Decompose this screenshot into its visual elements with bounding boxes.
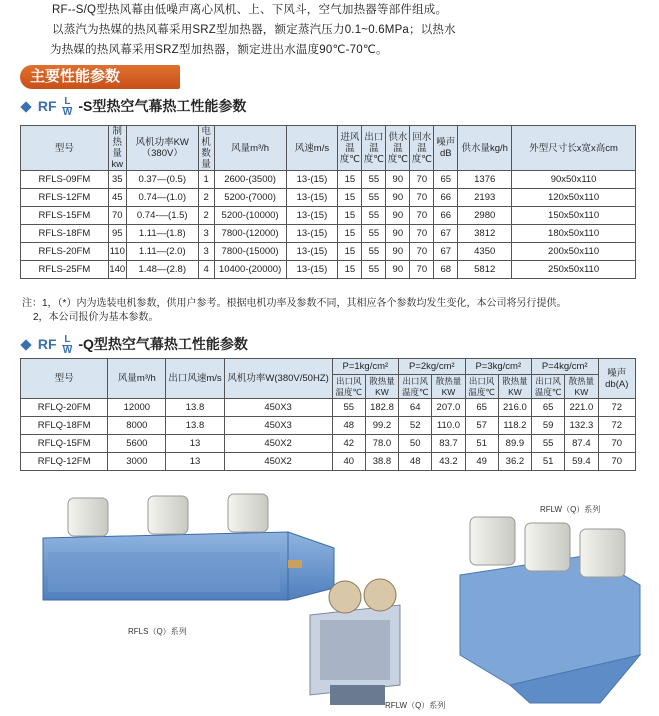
- table-cell: 72: [598, 399, 636, 417]
- title-fraction: [62, 335, 72, 356]
- table-cell: 48: [332, 417, 365, 435]
- table2-subheader-cell: 散热量KW: [498, 375, 531, 399]
- table-cell: 70: [410, 225, 434, 243]
- table2-subheader-cell: 出口风温度℃: [399, 375, 432, 399]
- table-cell: 70: [598, 435, 636, 453]
- table-cell: 52: [399, 417, 432, 435]
- table-cell: 216.0: [498, 399, 531, 417]
- table-cell: 180x50x110: [512, 225, 636, 243]
- table-cell: 0.37—(0.5): [126, 171, 198, 189]
- table-cell: RFLS-15FM: [21, 207, 109, 225]
- intro-paragraph: [52, 0, 652, 60]
- table-cell: 15: [338, 171, 362, 189]
- table-cell: 13: [166, 435, 224, 453]
- table-row: [21, 399, 636, 417]
- table-cell: 70: [410, 243, 434, 261]
- title-prefix: RF: [37, 98, 57, 114]
- table-cell: 150x50x110: [512, 207, 636, 225]
- table1-header-cell: 电机数量: [198, 126, 214, 171]
- table-cell: 70: [410, 189, 434, 207]
- table2-header-cell: 出口风速m/s: [166, 359, 224, 399]
- table-cell: 51: [465, 435, 498, 453]
- table-cell: 110.0: [432, 417, 465, 435]
- table-cell: 90x50x110: [512, 171, 636, 189]
- table-cell: 5600: [108, 435, 166, 453]
- table-cell: 90: [386, 243, 410, 261]
- table-cell: 1.11—(2.0): [126, 243, 198, 261]
- product-photo-rfls: [38, 490, 338, 630]
- table-cell: 8000: [108, 417, 166, 435]
- table-cell: RFLQ-20FM: [21, 399, 108, 417]
- table-cell: 2: [198, 207, 214, 225]
- table-cell: 7800-(15000): [214, 243, 286, 261]
- table2-header-cell: 噪声db(A): [598, 359, 636, 399]
- table-cell: 55: [332, 399, 365, 417]
- table2-header-cell: P=3kg/cm²: [465, 359, 531, 375]
- table-cell: 36.2: [498, 453, 531, 471]
- table-cell: 67: [434, 225, 458, 243]
- table-cell: 51: [532, 453, 565, 471]
- table-cell: 1376: [458, 171, 512, 189]
- table1-header-cell: 风机功率KW（380V）: [126, 126, 198, 171]
- table-row: [21, 261, 636, 279]
- table-cell: 55: [362, 207, 386, 225]
- table-cell: 55: [362, 243, 386, 261]
- table-cell: 70: [410, 171, 434, 189]
- table-cell: RFLS-20FM: [21, 243, 109, 261]
- table-cell: 15: [338, 261, 362, 279]
- title-text: -Q型热空气幕热工性能参数: [78, 336, 248, 352]
- table-cell: 72: [598, 417, 636, 435]
- table1: [20, 125, 636, 279]
- table-cell: 68: [434, 261, 458, 279]
- intro-line: RF--S/Q型热风幕由低噪声离心风机、上、下风斗，空气加热器等部件组成。: [52, 4, 448, 16]
- table-cell: 15: [338, 225, 362, 243]
- table-cell: 3812: [458, 225, 512, 243]
- table-cell: 12000: [108, 399, 166, 417]
- table-cell: 2: [198, 189, 214, 207]
- table-cell: 450X2: [224, 453, 332, 471]
- table-cell: 59: [532, 417, 565, 435]
- table-cell: 90: [386, 225, 410, 243]
- table2-header-cell: 风机功率W(380V/50HZ): [224, 359, 332, 399]
- caption-middle: RFLW（Q）系列: [385, 701, 446, 710]
- table-row: [21, 435, 636, 453]
- table1-header-cell: 供水量kg/h: [458, 126, 512, 171]
- table2-subheader-cell: 散热量KW: [565, 375, 598, 399]
- table2-subheader-cell: 出口风温度℃: [465, 375, 498, 399]
- table-cell: 13-(15): [286, 225, 338, 243]
- table-cell: 13-(15): [286, 243, 338, 261]
- note-line: 2，本公司报价为基本参数。: [33, 312, 159, 323]
- fraction-top: L: [64, 95, 71, 107]
- table-cell: 5812: [458, 261, 512, 279]
- table-cell: 59.4: [565, 453, 598, 471]
- bullet-icon: [20, 101, 31, 112]
- table-cell: 15: [338, 243, 362, 261]
- table-cell: 120x50x110: [512, 189, 636, 207]
- table-cell: 89.9: [498, 435, 531, 453]
- table-cell: 182.8: [365, 399, 398, 417]
- table2-header-cell: P=4kg/cm²: [532, 359, 598, 375]
- table2-header-cell: 型号: [21, 359, 108, 399]
- table-cell: 57: [465, 417, 498, 435]
- table-cell: 70: [410, 207, 434, 225]
- table-cell: 4350: [458, 243, 512, 261]
- caption-right: RFLW（Q）系列: [540, 505, 601, 514]
- table-cell: 90: [386, 207, 410, 225]
- table-cell: 70: [410, 261, 434, 279]
- table-cell: 90: [386, 171, 410, 189]
- table-cell: 35: [108, 171, 126, 189]
- table-cell: 207.0: [432, 399, 465, 417]
- table2-header-cell: P=1kg/cm²: [332, 359, 398, 375]
- table-cell: 70: [598, 453, 636, 471]
- intro-line: 以蒸汽为热媒的热风幕采用SRZ型加热器，额定蒸汽压力0.1~0.6MPa；以热水: [52, 24, 456, 36]
- table-cell: 1: [198, 171, 214, 189]
- table-cell: 95: [108, 225, 126, 243]
- notes: [22, 297, 566, 325]
- table-row: [21, 225, 636, 243]
- table-cell: 110: [108, 243, 126, 261]
- table1-header-cell: 回水温度℃: [410, 126, 434, 171]
- fraction-top: L: [64, 333, 71, 345]
- table-row: [21, 417, 636, 435]
- table-cell: 55: [362, 225, 386, 243]
- table-cell: 66: [434, 207, 458, 225]
- table-row: [21, 243, 636, 261]
- table2-header-cell: 风量m³/h: [108, 359, 166, 399]
- table-cell: 55: [532, 435, 565, 453]
- fraction-bottom: W: [62, 344, 73, 356]
- table1-header-cell: 外型尺寸长x宽x高cm: [512, 126, 636, 171]
- table-cell: 15: [338, 189, 362, 207]
- table2-subheader-cell: 出口风温度℃: [532, 375, 565, 399]
- table-cell: 7800-(12000): [214, 225, 286, 243]
- caption-left: RFLS（Q）系列: [128, 627, 187, 636]
- table-cell: 64: [399, 399, 432, 417]
- title-prefix: RF: [37, 336, 57, 352]
- table-cell: 140: [108, 261, 126, 279]
- table-cell: 1.11—(1.8): [126, 225, 198, 243]
- table-cell: 90: [386, 189, 410, 207]
- section-tag: 主要性能参数: [20, 65, 180, 89]
- table-cell: RFLQ-15FM: [21, 435, 108, 453]
- table-cell: 3: [198, 243, 214, 261]
- table-cell: 450X3: [224, 399, 332, 417]
- table-cell: 118.2: [498, 417, 531, 435]
- table-cell: 48: [399, 453, 432, 471]
- table-cell: 10400-(20000): [214, 261, 286, 279]
- table-cell: 221.0: [565, 399, 598, 417]
- table-row: [21, 171, 636, 189]
- table1-header-cell: 风速m/s: [286, 126, 338, 171]
- title-text: -S型热空气幕热工性能参数: [78, 98, 247, 114]
- table-cell: 0.74—(1.0): [126, 189, 198, 207]
- table-cell: 13.8: [166, 399, 224, 417]
- table-cell: 2600-(3500): [214, 171, 286, 189]
- table-cell: 55: [362, 261, 386, 279]
- table-cell: 250x50x110: [512, 261, 636, 279]
- table-cell: 43.2: [432, 453, 465, 471]
- table1-title: [22, 96, 246, 118]
- table-cell: RFLS-12FM: [21, 189, 109, 207]
- product-photo-rflw-small: [300, 575, 410, 710]
- bullet-icon: [20, 339, 31, 350]
- table-cell: 3: [198, 225, 214, 243]
- table-cell: 65: [532, 399, 565, 417]
- table2-subheader-cell: 出口风温度℃: [332, 375, 365, 399]
- table1-header-cell: 供水温度℃: [386, 126, 410, 171]
- table-cell: 65: [434, 171, 458, 189]
- table-cell: 70: [108, 207, 126, 225]
- table-cell: 49: [465, 453, 498, 471]
- table1-header-cell: 型号: [21, 126, 109, 171]
- table-cell: 83.7: [432, 435, 465, 453]
- table-cell: 87.4: [565, 435, 598, 453]
- table-cell: 450X3: [224, 417, 332, 435]
- table2: [20, 358, 636, 471]
- table-row: [21, 207, 636, 225]
- table-cell: 450X2: [224, 435, 332, 453]
- table-cell: 42: [332, 435, 365, 453]
- table-cell: 13-(15): [286, 207, 338, 225]
- intro-line: 为热媒的热风幕采用SRZ型加热器，额定进出水温度90℃-70℃。: [50, 44, 388, 56]
- table-cell: 55: [362, 189, 386, 207]
- table1-header-cell: 进风温度℃: [338, 126, 362, 171]
- table-cell: RFLQ-12FM: [21, 453, 108, 471]
- table-cell: 13.8: [166, 417, 224, 435]
- table-cell: RFLS-09FM: [21, 171, 109, 189]
- table-cell: 200x50x110: [512, 243, 636, 261]
- table-cell: RFLQ-18FM: [21, 417, 108, 435]
- table-cell: 55: [362, 171, 386, 189]
- table-cell: 66: [434, 189, 458, 207]
- table2-subheader-cell: 散热量KW: [432, 375, 465, 399]
- table-cell: 45: [108, 189, 126, 207]
- product-photo-rflw-large: [450, 515, 650, 705]
- table-row: [21, 453, 636, 471]
- table-cell: 3000: [108, 453, 166, 471]
- table-cell: 13-(15): [286, 261, 338, 279]
- table2-title: [22, 334, 248, 356]
- table-cell: 1.48—(2.8): [126, 261, 198, 279]
- table-cell: 90: [386, 261, 410, 279]
- table2-header-cell: P=2kg/cm²: [399, 359, 465, 375]
- table-cell: 40: [332, 453, 365, 471]
- table1-header-cell: 出口温度℃: [362, 126, 386, 171]
- note-line: 注：1，（*）内为选装电机参数，供用户参考。根据电机功率及参数不同，其相应各个参数均发生变化，本公司将另行提供。: [22, 298, 567, 309]
- title-fraction: [62, 97, 72, 118]
- table-cell: RFLS-18FM: [21, 225, 109, 243]
- table-cell: 5200-(7000): [214, 189, 286, 207]
- table-cell: 5200-(10000): [214, 207, 286, 225]
- table-cell: 132.3: [565, 417, 598, 435]
- table1-header-cell: 噪声dB: [434, 126, 458, 171]
- table-cell: 15: [338, 207, 362, 225]
- table-cell: 50: [399, 435, 432, 453]
- table-cell: 2980: [458, 207, 512, 225]
- table-cell: 4: [198, 261, 214, 279]
- table-cell: 0.74-—(1.5): [126, 207, 198, 225]
- table-cell: 65: [465, 399, 498, 417]
- table2-subheader-cell: 散热量KW: [365, 375, 398, 399]
- table-cell: 67: [434, 243, 458, 261]
- table-cell: 78.0: [365, 435, 398, 453]
- table-cell: 13-(15): [286, 189, 338, 207]
- table-cell: 2193: [458, 189, 512, 207]
- table-cell: RFLS-25FM: [21, 261, 109, 279]
- table1-header-cell: 制热量kw: [108, 126, 126, 171]
- table-row: [21, 189, 636, 207]
- table-cell: 13: [166, 453, 224, 471]
- table-cell: 13-(15): [286, 171, 338, 189]
- table-cell: 38.8: [365, 453, 398, 471]
- fraction-bottom: W: [62, 106, 73, 118]
- table1-header-cell: 风量m³/h: [214, 126, 286, 171]
- table-cell: 99.2: [365, 417, 398, 435]
